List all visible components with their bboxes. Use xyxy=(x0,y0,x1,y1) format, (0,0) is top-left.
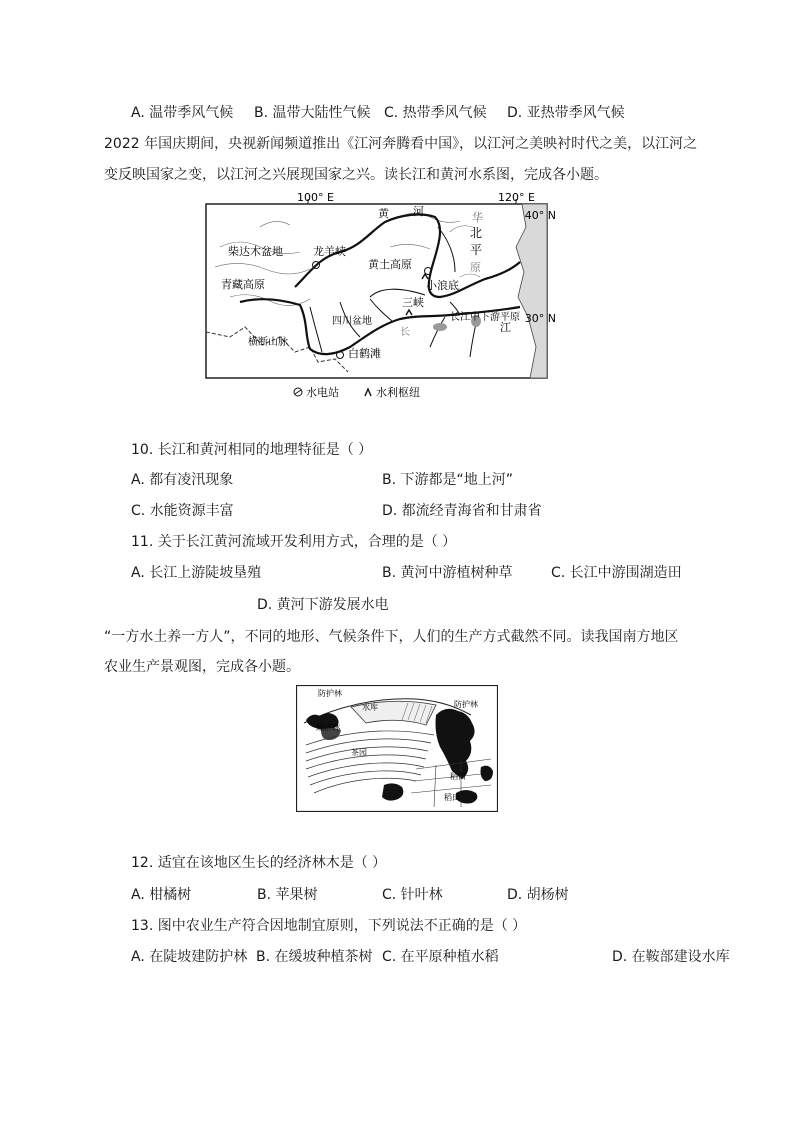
dongting-lake xyxy=(433,323,447,331)
label-yuan: 原 xyxy=(470,261,481,274)
label-xiaolangdi: 小浪底 xyxy=(426,279,459,292)
landscape-svg xyxy=(296,685,498,812)
intro-paragraph-1-line-1: 2022 年国庆期间，央视新闻频道推出《江河奔腾看中国》，以江河之美映衬时代之美，以江河之 xyxy=(104,136,698,152)
q13-stem: 13. 图中农业生产符合因地制宜原则，下列说法不正确的是（ ） xyxy=(131,918,527,934)
q10-option-a: A. 都有凌汛现象 xyxy=(131,472,234,488)
label-chaidamu: 柴达木盆地 xyxy=(228,245,283,258)
label-chang: 长 xyxy=(400,327,410,338)
q12-option-d: D. 胡杨树 xyxy=(507,887,569,903)
q9-option-a: A. 温带季风气候 xyxy=(131,105,234,121)
q12-option-b: B. 苹果树 xyxy=(257,887,318,903)
label-huangtu: 黄土高原 xyxy=(368,258,412,271)
intro-paragraph-2-line-2: 农业生产景观图，完成各小题。 xyxy=(104,659,300,675)
q11-stem: 11. 关于长江黄河流域开发利用方式，合理的是（ ） xyxy=(131,534,457,550)
q13-option-b: B. 在缓坡种植茶树 xyxy=(256,949,373,965)
q13-option-c: C. 在平原种植水稻 xyxy=(382,949,499,965)
label-daotian-2: 稻田 xyxy=(444,793,460,802)
label-changjiang-mid: 长江中下游平原 xyxy=(450,312,520,323)
label-fanghulin-left: 防护林 xyxy=(318,689,342,698)
q11-option-c: C. 长江中游围湖造田 xyxy=(551,565,682,581)
legend-hydro-icon-mark xyxy=(295,390,301,394)
q12-option-a: A. 柑橘树 xyxy=(131,887,192,903)
label-qingzang: 青藏高原 xyxy=(221,278,265,291)
q10-stem: 10. 长江和黄河相同的地理特征是（ ） xyxy=(131,442,373,458)
river-map-svg xyxy=(200,187,560,402)
q13-option-d: D. 在鞍部建设水库 xyxy=(612,949,730,965)
label-daotian-1: 稻田 xyxy=(450,772,466,781)
label-sanxia: 三峡 xyxy=(402,296,424,309)
q11-option-d: D. 黄河下游发展水电 xyxy=(257,597,389,613)
river-system-map xyxy=(200,187,560,402)
q10-option-d: D. 都流经青海省和甘肃省 xyxy=(382,503,542,519)
label-baihetan: 白鹤滩 xyxy=(348,347,381,360)
lat-30-label: 30° N xyxy=(524,312,556,325)
label-he: 河 xyxy=(413,205,424,218)
label-hengduan: 横断山脉 xyxy=(248,337,288,348)
lon-120-label: 120° E xyxy=(498,191,535,204)
q12-stem: 12. 适宜在该地区生长的经济林木是（ ） xyxy=(131,855,387,871)
lon-100-label: 100° E xyxy=(297,191,334,204)
q10-option-b: B. 下游都是“地上河” xyxy=(382,472,514,488)
label-jingjilin: 经济林 xyxy=(316,723,340,732)
lat-40-label: 40° N xyxy=(524,209,556,222)
intro-paragraph-1-line-2: 变反映国家之变，以江河之兴展现国家之兴。读长江和黄河水系图，完成各小题。 xyxy=(104,167,608,183)
label-ping: 平 xyxy=(470,243,483,257)
q11-option-b: B. 黄河中游植树种草 xyxy=(382,565,513,581)
label-fanghulin-right: 防护林 xyxy=(454,700,478,709)
q11-option-a: A. 长江上游陡坡垦殖 xyxy=(131,565,262,581)
q9-option-d: D. 亚热带季风气候 xyxy=(507,105,625,121)
q12-option-c: C. 针叶林 xyxy=(382,887,443,903)
label-jiang: 江 xyxy=(500,321,511,334)
q9-option-c: C. 热带季风气候 xyxy=(384,105,487,121)
legend-dam-label: 水利枢纽 xyxy=(376,386,420,399)
label-chayuan: 茶园 xyxy=(351,748,367,757)
intro-paragraph-2-line-1: “一方水土养一方人”，不同的地形、气候条件下，人们的生产方式截然不同。读我国南方地区 xyxy=(104,629,679,645)
legend-hydro-label: 水电站 xyxy=(306,386,339,399)
label-longyangxia: 龙羊峡 xyxy=(313,245,346,258)
label-shuiku: 水库 xyxy=(362,703,378,712)
q13-option-a: A. 在陡坡建防护林 xyxy=(131,949,248,965)
q10-option-c: C. 水能资源丰富 xyxy=(131,503,234,519)
legend-dam-icon xyxy=(365,389,371,396)
label-sichuan: 四川盆地 xyxy=(332,316,372,327)
q9-option-b: B. 温带大陆性气候 xyxy=(254,105,371,121)
agri-landscape-figure xyxy=(296,685,498,812)
label-hua: 华 xyxy=(472,211,483,224)
label-huang: 黄 xyxy=(378,207,389,220)
label-bei: 北 xyxy=(470,226,483,240)
